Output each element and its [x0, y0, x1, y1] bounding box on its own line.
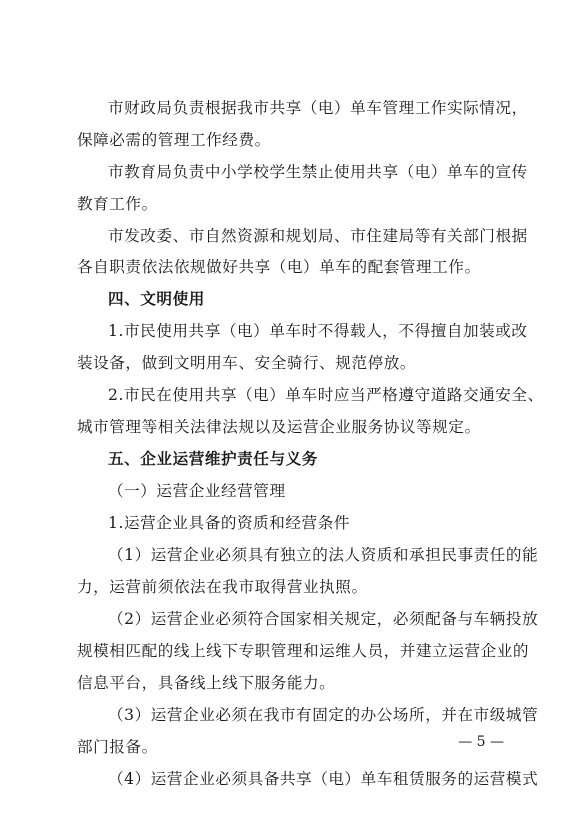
paragraph-line: （3）运营企业必须在我市有固定的办公场所，并在市级城管	[108, 706, 539, 724]
paragraph-line: （4）运营企业必须具备共享（电）单车租赁服务的运营模式	[108, 770, 539, 788]
paragraph-line: 市财政局负责根据我市共享（电）单车管理工作实际情况，	[108, 99, 528, 117]
paragraph-line: 1.运营企业具备的资质和经营条件	[108, 514, 350, 532]
paragraph-line: 装设备，做到文明用车、安全骑行、规范停放。	[77, 354, 417, 372]
paragraph-line: 市发改委、市自然资源和规划局、市住建局等有关部门根据	[108, 227, 528, 245]
paragraph-line: （2）运营企业必须符合国家相关规定，必须配备与车辆投放	[108, 610, 539, 628]
paragraph-line: （1）运营企业必须具有独立的法人资质和承担民事责任的能	[108, 546, 539, 564]
paragraph-line: 力，运营前须依法在我市取得营业执照。	[77, 578, 368, 596]
paragraph-line: 1.市民使用共享（电）单车时不得载人，不得擅自加装或改	[108, 322, 528, 340]
page-number: — 5 —	[458, 734, 504, 750]
paragraph-line: 教育工作。	[77, 195, 158, 213]
paragraph-line: 市教育局负责中小学校学生禁止使用共享（电）单车的宣传	[108, 163, 528, 181]
section-heading: 五、企业运营维护责任与义务	[108, 450, 318, 468]
paragraph-line: 城市管理等相关法律法规以及运营企业服务协议等规定。	[77, 418, 481, 436]
paragraph-line: 保障必需的管理工作经费。	[77, 131, 271, 149]
paragraph-line: 2.市民在使用共享（电）单车时应当严格遵守道路交通安全、	[108, 386, 544, 404]
paragraph-line: 部门报备。	[77, 738, 158, 756]
paragraph-line: 信息平台，具备线上线下服务能力。	[77, 674, 336, 692]
paragraph-line: 各自职责依法依规做好共享（电）单车的配套管理工作。	[77, 258, 481, 276]
paragraph-line: 规模相匹配的线上线下专职管理和运维人员，并建立运营企业的	[77, 642, 530, 660]
subsection-heading: （一）运营企业经营管理	[108, 482, 286, 500]
section-heading: 四、文明使用	[108, 290, 205, 308]
